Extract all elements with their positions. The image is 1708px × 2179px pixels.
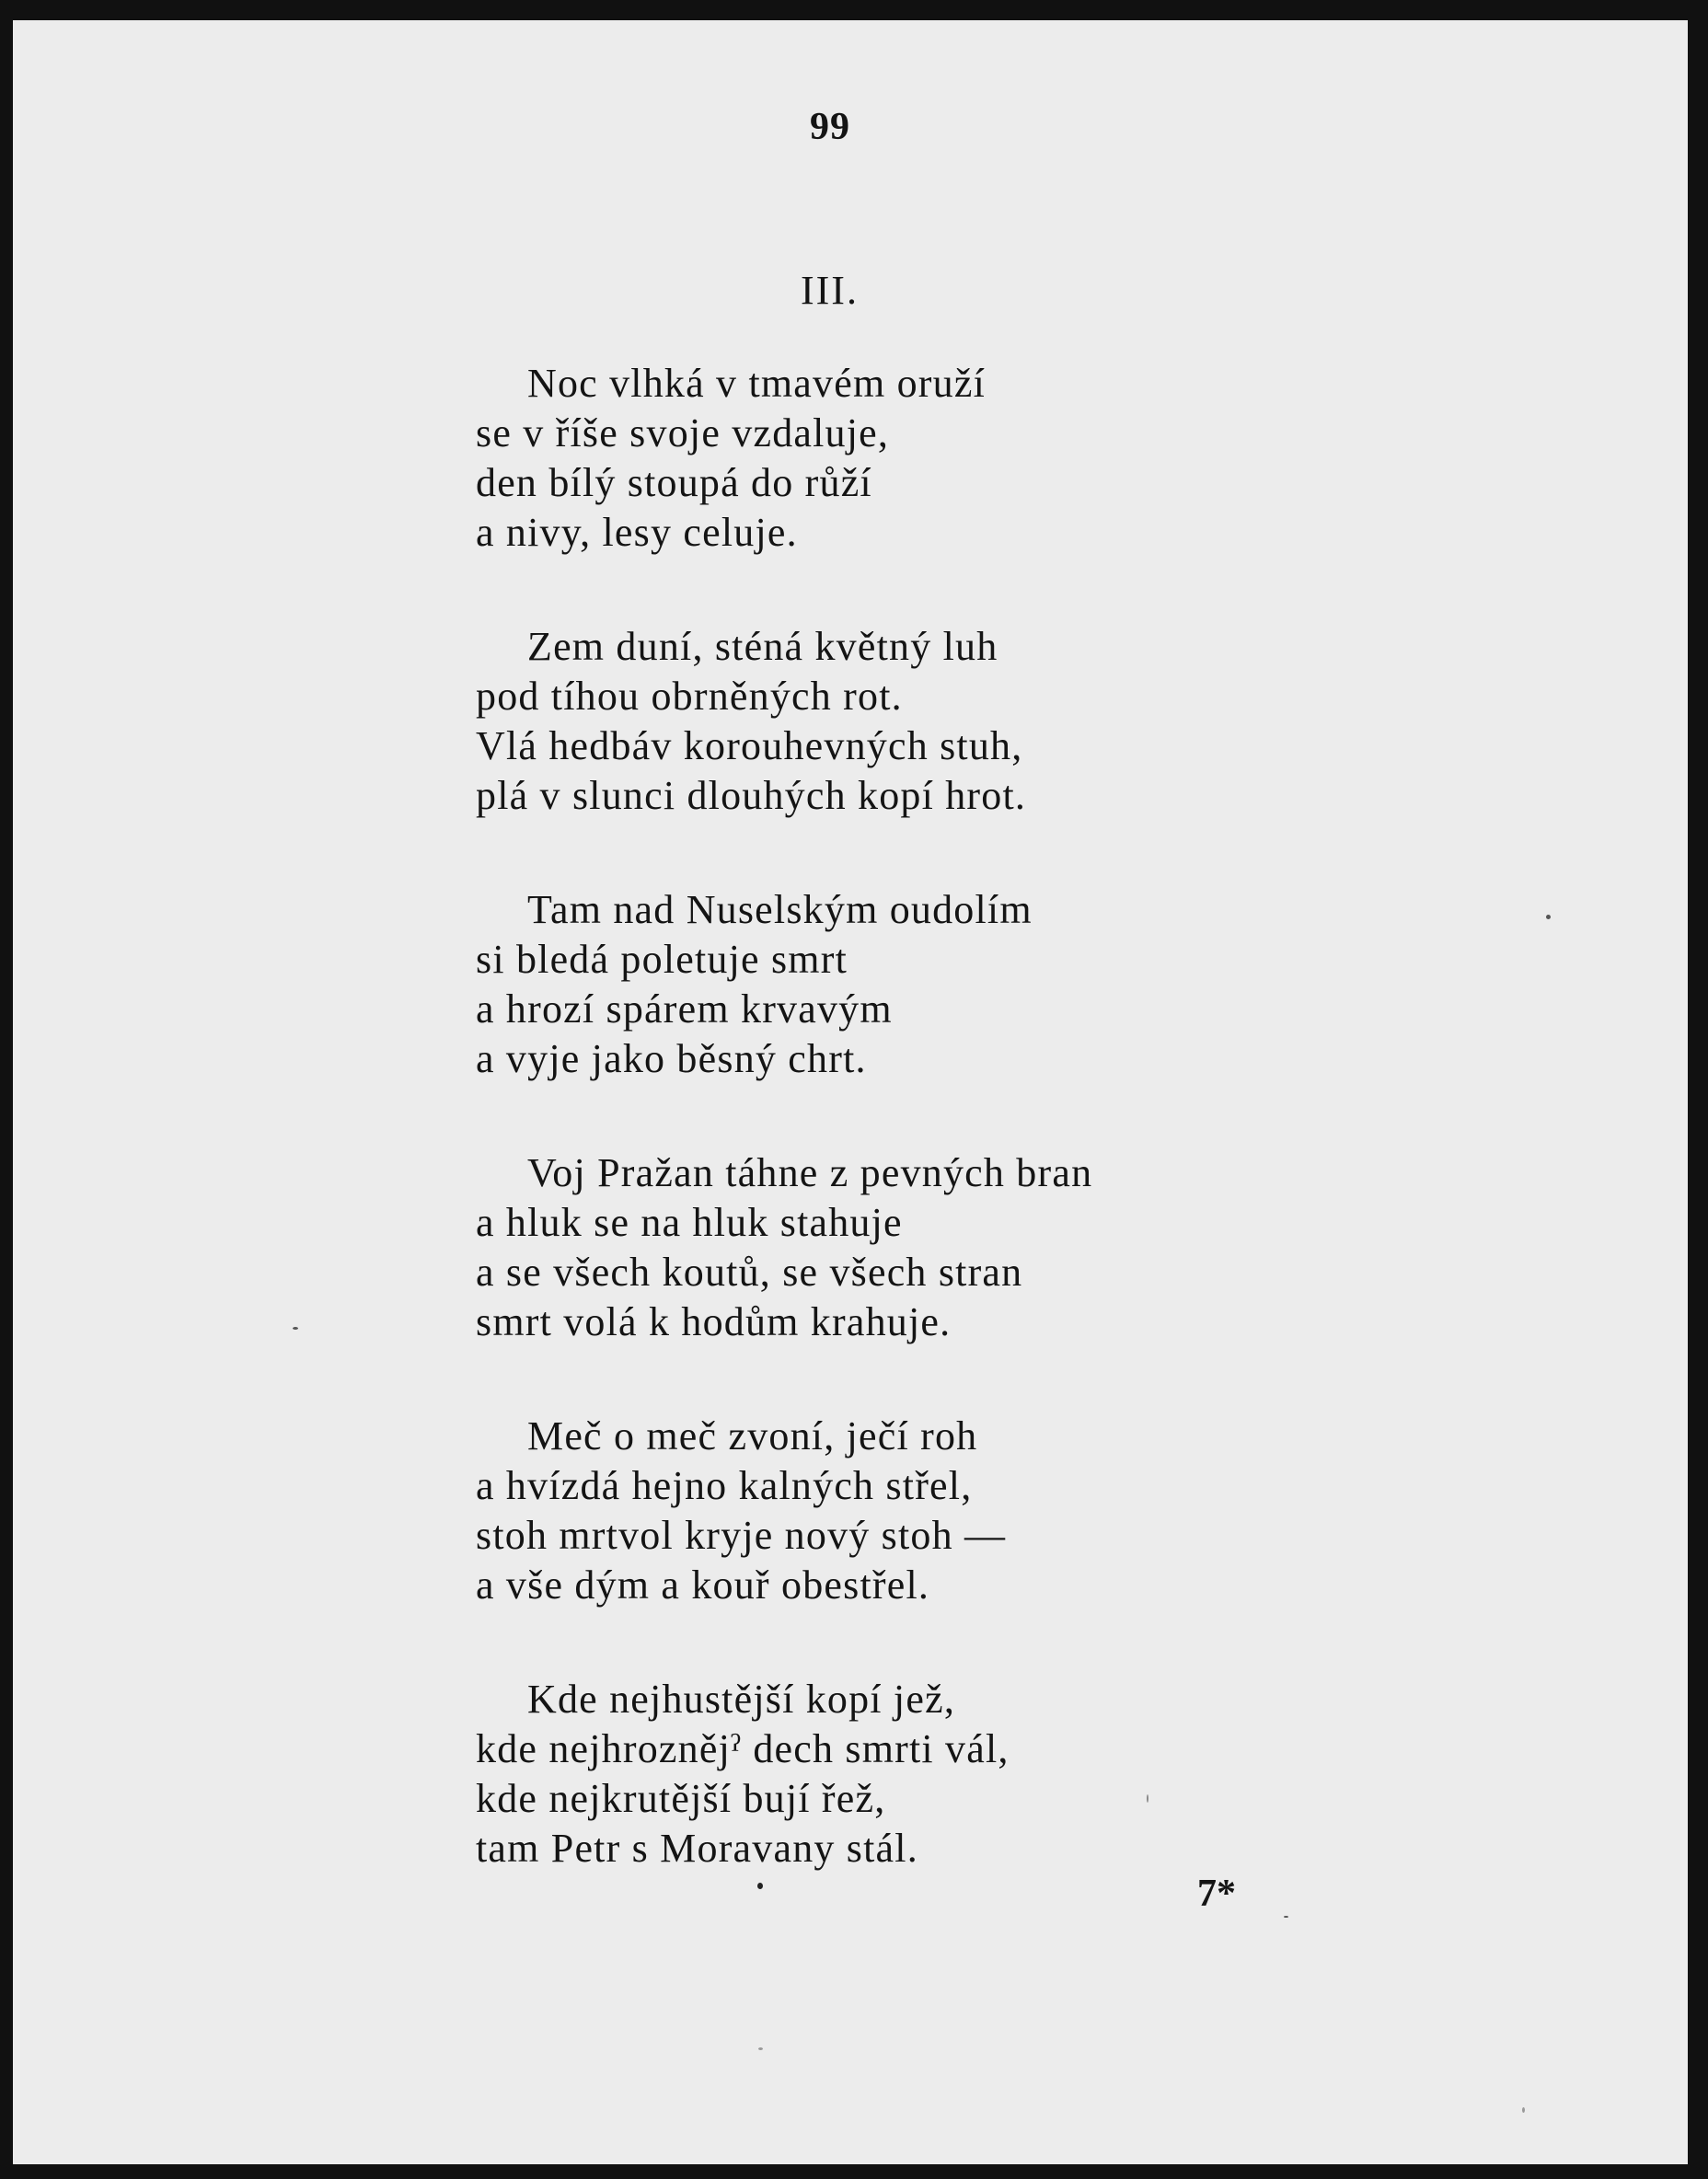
book-page	[13, 20, 1688, 2164]
stanza-5	[476, 1412, 1006, 1610]
dust-speck	[757, 1883, 763, 1889]
verse-line: pod tíhou obrněných rot.	[476, 674, 903, 719]
verse-line: den bílý stoupá do růží	[476, 460, 872, 505]
verse-line: plá v slunci dlouhých kopí hrot.	[476, 773, 1027, 818]
verse-line: a se všech koutů, se všech stran	[476, 1250, 1023, 1295]
dust-speck	[1522, 2107, 1525, 2113]
page-number: 99	[810, 106, 850, 148]
verse-line: si bledá poletuje smrt	[476, 937, 848, 982]
verse-line: Vlá hedbáv korouhevných stuh,	[476, 723, 1023, 768]
dust-speck	[1147, 1794, 1148, 1803]
verse-line: a vyje jako běsný chrt.	[476, 1036, 867, 1081]
stanza-1	[476, 359, 986, 558]
verse-line: a vše dým a kouř obestřel.	[476, 1562, 930, 1608]
signature-mark: 7*	[1197, 1873, 1236, 1915]
verse-line: a nivy, lesy celuje.	[476, 510, 798, 555]
verse-line: Kde nejhustější kopí jež,	[527, 1677, 956, 1722]
verse-line: Noc vlhká v tmavém oruží	[527, 361, 986, 406]
verse-line: Meč o meč zvoní, ječí roh	[527, 1413, 978, 1458]
verse-line: Voj Pražan táhne z pevných bran	[527, 1150, 1093, 1195]
verse-line: a hrozí spárem krvavým	[476, 986, 893, 1032]
dust-speck	[293, 1327, 298, 1330]
dust-speck	[1284, 1916, 1288, 1918]
verse-line: kde nejkrutější bují řež,	[476, 1776, 886, 1821]
dust-speck	[1546, 915, 1551, 919]
verse-line: a hluk se na hluk stahuje	[476, 1200, 903, 1245]
verse-line: kde nejhroznějˀ dech smrti vál,	[476, 1726, 1010, 1771]
verse-line: tam Petr s Moravany stál.	[476, 1826, 918, 1871]
verse-line: a hvízdá hejno kalných střel,	[476, 1463, 973, 1508]
verse-line: Tam nad Nuselským oudolím	[527, 887, 1033, 932]
dust-speck	[758, 2047, 763, 2050]
section-heading: III.	[801, 268, 859, 313]
verse-line: stoh mrtvol kryje nový stoh —	[476, 1513, 1007, 1558]
verse-line: Zem duní, sténá květný luh	[527, 624, 998, 669]
verse-line: se v říše svoje vzdaluje,	[476, 410, 890, 455]
stanza-3	[476, 885, 1033, 1084]
stanza-6	[476, 1675, 1010, 1873]
stanza-4	[476, 1148, 1092, 1347]
verse-line: smrt volá k hodům krahuje.	[476, 1299, 952, 1344]
stanza-2	[476, 622, 1026, 821]
